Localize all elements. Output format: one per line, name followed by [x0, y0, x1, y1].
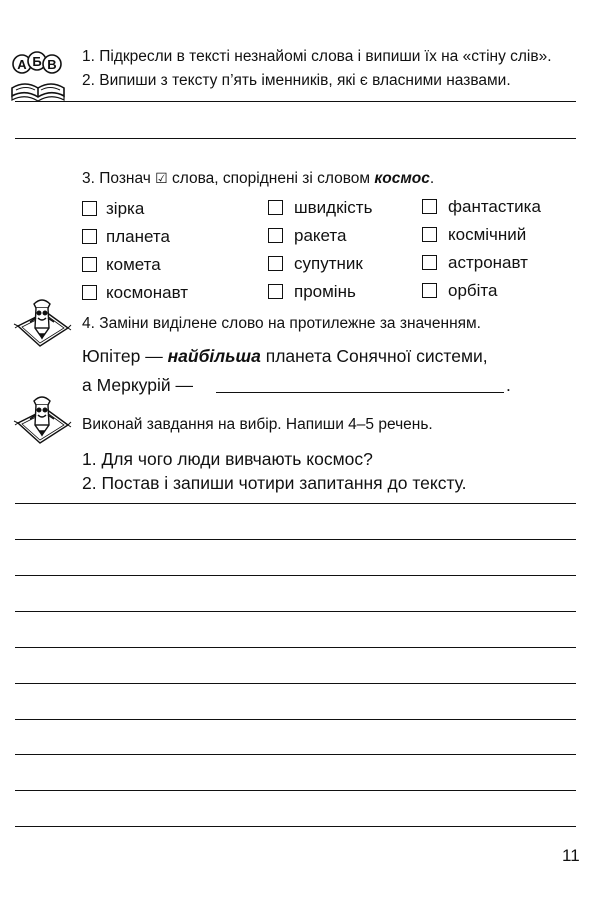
- book-letter-a: А: [17, 57, 27, 72]
- checkbox[interactable]: [82, 201, 97, 216]
- sentence-rest: планета Сонячної системи,: [265, 346, 488, 366]
- checkbox[interactable]: [82, 229, 97, 244]
- checkbox[interactable]: [82, 257, 97, 272]
- pencil-on-carpet-icon: [12, 391, 72, 451]
- checkbox[interactable]: [268, 256, 283, 271]
- checkbox[interactable]: [422, 227, 437, 242]
- checkbox-label: космонавт: [106, 283, 189, 302]
- choice-option-1: 1. Для чого люди вивчають космос?: [82, 449, 373, 469]
- answer-line[interactable]: [15, 138, 576, 139]
- task-3-suffix: .: [429, 170, 435, 187]
- antonym-answer-line[interactable]: [216, 392, 504, 393]
- task-3-prefix: 3. Познач: [82, 170, 151, 187]
- checkbox-label: планета: [106, 227, 170, 246]
- choice-task-instruction: Виконай завдання на вибір. Напиши 4–5 речень.: [82, 416, 433, 433]
- task-3-instruction: [82, 170, 434, 188]
- task-3-middle: слова, споріднені зі словом: [172, 170, 371, 187]
- checkmark-box-icon: ☑: [155, 170, 168, 186]
- checkbox-label: промінь: [294, 282, 356, 301]
- pencil-on-carpet-icon: [12, 294, 72, 354]
- task-2-text: 2. Випиши з тексту п’ять іменників, які є власними назвами.: [82, 72, 511, 89]
- checkbox[interactable]: [422, 283, 437, 298]
- writing-line[interactable]: [15, 575, 576, 576]
- checkbox[interactable]: [268, 284, 283, 299]
- checkbox[interactable]: [268, 200, 283, 215]
- checkbox[interactable]: [82, 285, 97, 300]
- sentence-start: Юпітер —: [82, 346, 163, 366]
- book-letter-b: Б: [32, 54, 42, 69]
- task-4-answer-start: а Меркурій —: [82, 375, 193, 395]
- book-abc-icon: [8, 44, 68, 106]
- highlighted-word: найбільша: [167, 346, 261, 366]
- writing-line[interactable]: [15, 539, 576, 540]
- task-4-answer-end: .: [506, 375, 511, 395]
- task-4-sentence: [82, 346, 488, 367]
- checkbox-label: швидкість: [294, 198, 373, 217]
- writing-line[interactable]: [15, 647, 576, 648]
- checkbox[interactable]: [422, 199, 437, 214]
- page-number: 11: [562, 846, 580, 865]
- checkbox-label: комета: [106, 255, 161, 274]
- checkbox[interactable]: [268, 228, 283, 243]
- task-4-instruction: 4. Заміни виділене слово на протилежне за значенням.: [82, 315, 481, 332]
- checkbox-label: астронавт: [448, 253, 528, 272]
- checkbox-label: орбіта: [448, 281, 498, 300]
- writing-line[interactable]: [15, 754, 576, 755]
- task-3-keyword: космос: [374, 170, 430, 187]
- checkbox-label: космічний: [448, 225, 527, 244]
- writing-line[interactable]: [15, 611, 576, 612]
- writing-line[interactable]: [15, 719, 576, 720]
- writing-line[interactable]: [15, 503, 576, 504]
- choice-option-2: 2. Постав і запиши чотири запитання до тексту.: [82, 473, 467, 493]
- checkbox-label: супутник: [294, 254, 363, 273]
- writing-line[interactable]: [15, 826, 576, 827]
- checkbox[interactable]: [422, 255, 437, 270]
- book-letter-v: В: [47, 57, 57, 72]
- writing-line[interactable]: [15, 683, 576, 684]
- writing-line[interactable]: [15, 790, 576, 791]
- checkbox-label: фантастика: [448, 197, 541, 216]
- task-1-text: 1. Підкресли в тексті незнайомі слова і випиши їх на «стіну слів».: [82, 48, 552, 65]
- checkbox-label: зірка: [106, 199, 145, 218]
- checkbox-label: ракета: [294, 226, 347, 245]
- answer-line[interactable]: [15, 101, 576, 102]
